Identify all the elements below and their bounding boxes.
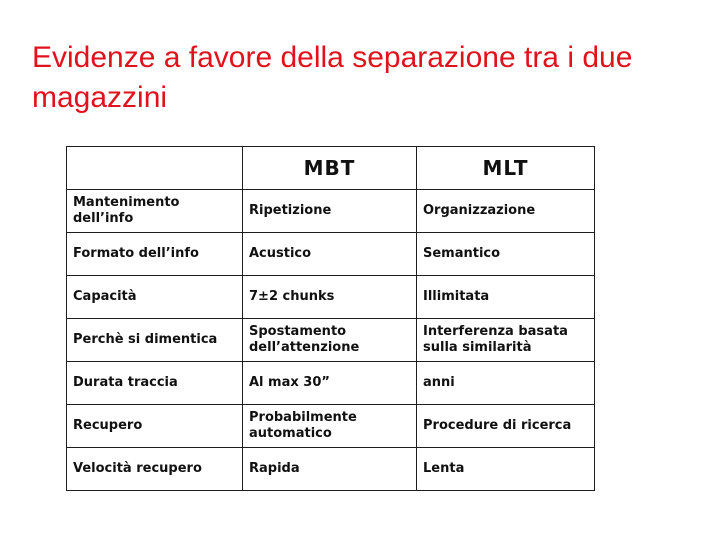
table-row [67,319,595,362]
row-label: Recupero [67,405,243,448]
mbt-cell: Spostamento dell’attenzione [243,319,417,362]
mlt-cell: Interferenza basata sulla similarità [417,319,595,362]
mbt-cell: Probabilmente automatico [243,405,417,448]
comparison-table [66,146,595,491]
mbt-cell: Ripetizione [243,190,417,233]
row-label: Velocità recupero [67,448,243,491]
table-row [67,190,595,233]
mbt-cell: Acustico [243,233,417,276]
header-cell-empty [67,147,243,190]
mlt-cell: Semantico [417,233,595,276]
mbt-cell: Rapida [243,448,417,491]
table-header-row [67,147,595,190]
table-row [67,233,595,276]
mlt-cell: Organizzazione [417,190,595,233]
header-cell-mlt: MLT [417,147,595,190]
row-label: Formato dell’info [67,233,243,276]
table-row [67,362,595,405]
mbt-cell: 7±2 chunks [243,276,417,319]
mbt-cell: Al max 30” [243,362,417,405]
mlt-cell: Procedure di ricerca [417,405,595,448]
row-label: Durata traccia [67,362,243,405]
mlt-cell: anni [417,362,595,405]
row-label: Mantenimento dell’info [67,190,243,233]
table-row [67,448,595,491]
row-label: Capacità [67,276,243,319]
table-row [67,276,595,319]
mlt-cell: Illimitata [417,276,595,319]
mlt-cell: Lenta [417,448,595,491]
comparison-table-container [66,146,594,490]
slide-title: Evidenze a favore della separazione tra i due magazzini [32,41,633,114]
row-label: Perchè si dimentica [67,319,243,362]
table-row [67,405,595,448]
header-cell-mbt: MBT [243,147,417,190]
